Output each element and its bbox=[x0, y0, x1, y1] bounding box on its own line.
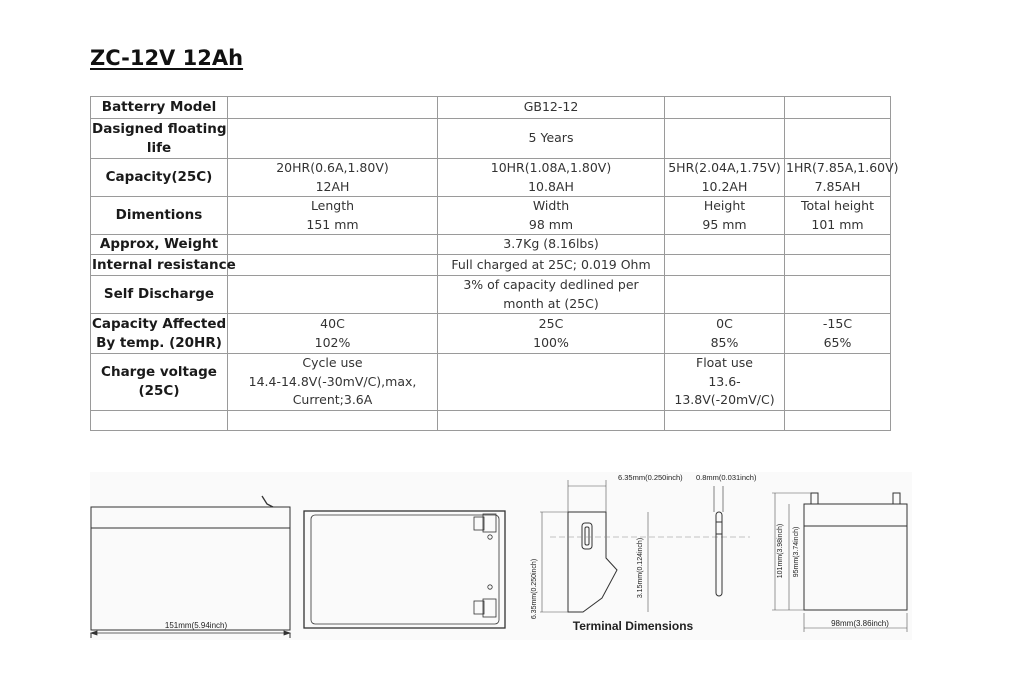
spec-cell bbox=[665, 276, 785, 314]
row-label-line: Capacity(25C) bbox=[105, 169, 213, 186]
spec-cell bbox=[228, 197, 438, 235]
spec-cell bbox=[785, 119, 891, 159]
spec-cell-line: 3% of capacity dedlined per bbox=[463, 277, 639, 292]
spec-cell bbox=[785, 354, 891, 411]
spec-cell-line: Height bbox=[703, 198, 746, 213]
spec-cell bbox=[438, 276, 665, 314]
row-label bbox=[91, 159, 228, 197]
row-label-line: Dasigned floating bbox=[92, 121, 227, 137]
spec-cell bbox=[438, 119, 665, 159]
row-label-line: Batterry Model bbox=[101, 99, 217, 116]
spec-cell bbox=[438, 410, 665, 430]
spec-cell-line: Total height bbox=[800, 198, 874, 213]
spec-row bbox=[91, 276, 891, 314]
spec-cell bbox=[665, 97, 785, 119]
spec-cell-line: 25C bbox=[538, 316, 564, 331]
product-title: ZC-12V 12Ah bbox=[90, 46, 244, 70]
spec-cell bbox=[438, 235, 665, 255]
spec-cell-line: GB12-12 bbox=[523, 99, 579, 115]
spec-cell-line: Length bbox=[310, 198, 355, 213]
total-height-label: 101mm(3.98inch) bbox=[777, 523, 784, 579]
spec-cell-line: Full charged at 25C; 0.019 Ohm bbox=[451, 256, 651, 272]
row-label-line: (25C) bbox=[138, 382, 180, 399]
row-label bbox=[91, 97, 228, 119]
length-label: 151mm(5.94inch) bbox=[164, 621, 228, 630]
spec-cell bbox=[785, 197, 891, 235]
spec-cell-line: 12AH bbox=[315, 178, 350, 194]
terminal-height-label: 6.35mm(0.250inch) bbox=[531, 558, 538, 620]
spec-cell bbox=[438, 159, 665, 197]
row-label bbox=[91, 235, 228, 255]
spec-table bbox=[90, 96, 899, 431]
spec-cell-line: 65% bbox=[823, 334, 852, 350]
spec-cell-line: 85% bbox=[710, 334, 739, 350]
spec-cell bbox=[785, 314, 891, 354]
spec-cell-line: 10.8AH bbox=[528, 178, 574, 194]
spec-cell-line: 101 mm bbox=[811, 216, 864, 232]
terminal-caption: Terminal Dimensions bbox=[572, 619, 694, 633]
spec-cell-line: 3.7Kg (8.16lbs) bbox=[503, 236, 599, 252]
spec-cell-line: 0C bbox=[716, 316, 733, 331]
spec-cell-line: 10.2AH bbox=[701, 178, 748, 194]
row-label-line: By temp. (20HR) bbox=[96, 334, 222, 351]
spec-cell bbox=[665, 119, 785, 159]
spec-row bbox=[91, 197, 891, 235]
spec-cell-line: 151 mm bbox=[306, 216, 359, 232]
spec-cell bbox=[665, 410, 785, 430]
spec-row bbox=[91, 314, 891, 354]
spec-cell-line: Width bbox=[532, 198, 570, 213]
row-label bbox=[91, 314, 228, 354]
spec-cell bbox=[785, 410, 891, 430]
row-label-line: Dimentions bbox=[115, 207, 203, 224]
spec-cell bbox=[228, 159, 438, 197]
terminal-hole-label: 3.15mm(0.124inch) bbox=[637, 537, 644, 599]
spec-cell-line: 13.6- bbox=[708, 373, 741, 389]
spec-cell-line: Current;3.6A bbox=[292, 392, 373, 407]
spec-cell bbox=[665, 314, 785, 354]
dimension-drawing bbox=[90, 472, 912, 640]
spec-cell bbox=[785, 97, 891, 119]
spec-cell bbox=[228, 255, 438, 276]
spec-cell-line: Float use bbox=[696, 355, 753, 370]
spec-cell bbox=[665, 197, 785, 235]
spec-row bbox=[91, 97, 891, 119]
spec-cell bbox=[665, 235, 785, 255]
spec-cell bbox=[228, 410, 438, 430]
spec-cell bbox=[228, 97, 438, 119]
spec-cell-line: 100% bbox=[533, 334, 569, 350]
spec-cell bbox=[785, 235, 891, 255]
spec-cell-line: 1HR(7.85A,1.60V) bbox=[786, 160, 899, 175]
spec-cell bbox=[228, 235, 438, 255]
spec-cell-line: 5 Years bbox=[528, 130, 574, 146]
spec-cell-line: 98 mm bbox=[528, 216, 574, 232]
spec-cell-line: 7.85AH bbox=[814, 178, 861, 194]
terminal-thickness-label: 0.8mm(0.031inch) bbox=[696, 473, 757, 482]
spec-cell bbox=[665, 354, 785, 411]
case-height-label: 95mm(3.74inch) bbox=[793, 526, 800, 578]
spec-cell bbox=[438, 255, 665, 276]
spec-cell bbox=[785, 159, 899, 197]
row-label bbox=[91, 410, 228, 430]
row-label-line: life bbox=[146, 139, 172, 156]
spec-cell-line: 13.8V(-20mV/C) bbox=[674, 392, 775, 407]
row-label bbox=[91, 119, 228, 159]
spec-cell bbox=[228, 314, 438, 354]
spec-row bbox=[91, 255, 891, 276]
spec-cell-line: 14.4-14.8V(-30mV/C),max, bbox=[248, 373, 417, 389]
spec-cell bbox=[228, 119, 438, 159]
spec-cell-line: month at (25C) bbox=[503, 295, 599, 311]
spec-cell bbox=[228, 354, 438, 411]
row-label-line: Charge voltage bbox=[101, 364, 217, 381]
spec-row bbox=[91, 410, 891, 430]
spec-row bbox=[91, 235, 891, 255]
terminal-width-label: 6.35mm(0.250inch) bbox=[618, 473, 683, 482]
spec-cell-line: Cycle use bbox=[302, 355, 363, 370]
row-label-line: Capacity Affected bbox=[92, 316, 227, 332]
row-label bbox=[91, 197, 228, 235]
spec-cell bbox=[438, 197, 665, 235]
row-label-line: Internal resistance bbox=[92, 256, 236, 273]
row-label bbox=[91, 354, 228, 411]
spec-row bbox=[91, 159, 891, 197]
row-label-line: Approx, Weight bbox=[99, 236, 219, 253]
width-label: 98mm(3.86inch) bbox=[831, 619, 889, 628]
spec-cell-line: 40C bbox=[320, 316, 345, 331]
spec-cell bbox=[438, 97, 665, 119]
spec-cell bbox=[438, 314, 665, 354]
spec-cell-line: 20HR(0.6A,1.80V) bbox=[276, 160, 389, 175]
spec-cell bbox=[785, 255, 891, 276]
spec-cell bbox=[665, 159, 785, 197]
row-label-line: Self Discharge bbox=[103, 286, 215, 303]
row-label bbox=[91, 255, 236, 276]
spec-cell bbox=[665, 255, 785, 276]
spec-cell bbox=[438, 354, 665, 411]
spec-cell-line: 102% bbox=[314, 334, 351, 350]
spec-cell bbox=[785, 276, 891, 314]
spec-cell bbox=[228, 276, 438, 314]
spec-cell-line: 10HR(1.08A,1.80V) bbox=[490, 160, 612, 175]
spec-row bbox=[91, 119, 891, 159]
spec-cell-line: 5HR(2.04A,1.75V) bbox=[668, 160, 781, 175]
spec-cell-line: -15C bbox=[822, 316, 853, 331]
spec-cell-line: 95 mm bbox=[702, 216, 747, 232]
row-label bbox=[91, 276, 228, 314]
spec-row bbox=[91, 354, 891, 411]
